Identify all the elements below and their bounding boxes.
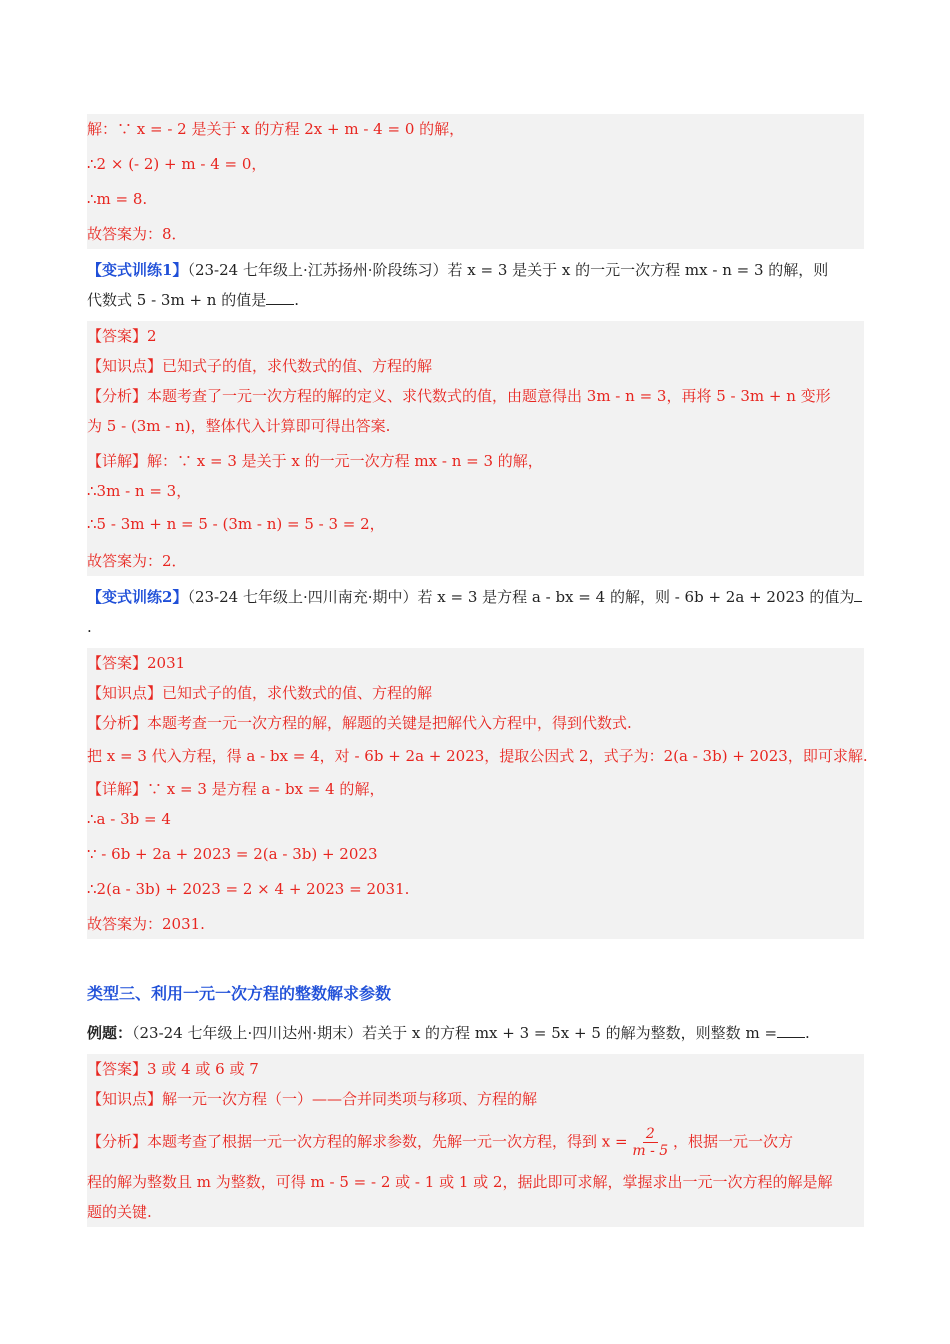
analysis-line: 【分析】本题考查了根据一元一次方程的解求参数，先解一元一次方程，得到 x = $\frac{2}{m - 5}$ ，根据一元一次方 (87, 1126, 793, 1159)
solution-step: ∴a - 3b = 4 (87, 810, 171, 828)
detail-line: 解：∵ x = - 2 是关于 x 的方程 2x + m - 4 = 0 的解， (87, 120, 465, 138)
answer-line: 【答案】3 或 4 或 6 或 7 (87, 1060, 259, 1078)
analysis-line: 为 5 - (3m - n)，整体代入计算即可得出答案. (87, 417, 391, 435)
analysis-line: 【分析】本题考查了一元一次方程的解的定义、求代数式的值，由题意得出 3m - n = 3，再将 5 - 3m + n 变形 (87, 387, 831, 405)
question-text: . (87, 618, 92, 636)
answer-blank (854, 587, 862, 602)
solution-block-3 (87, 648, 868, 939)
fraction-denominator: m - 5 (632, 1143, 669, 1159)
variant-tag: 【变式训练1】 (87, 261, 188, 279)
analysis-line: 把 x = 3 代入方程，得 a - bx = 4，对 - 6b + 2a + 2023，提取公因式 2，式子为：2(a - 3b) + 2023，即可求解. (87, 747, 868, 765)
final-answer: 故答案为：8． (87, 225, 187, 243)
final-answer: 故答案为：2． (87, 552, 187, 570)
answer-line: 【答案】2031 (87, 654, 186, 672)
final-answer: 故答案为：2031. (87, 915, 205, 933)
question-text: 代数式 5 - 3m + n 的值是 (87, 291, 267, 309)
answer-blank (777, 1023, 805, 1038)
answer-line: 【答案】2 (87, 327, 157, 345)
solution-block-4 (87, 1054, 864, 1227)
solution-block-2 (87, 321, 864, 576)
fraction-numerator: 2 (643, 1126, 658, 1143)
variant-tag: 【变式训练2】 (87, 588, 188, 606)
answer-blank (266, 290, 294, 305)
solution-step: ∴2 × (- 2) + m - 4 = 0， (87, 155, 267, 173)
knowledge-line: 【知识点】已知式子的值，求代数式的值、方程的解 (87, 357, 433, 375)
solution-step: ∴m = 8. (87, 190, 148, 208)
knowledge-line: 【知识点】已知式子的值，求代数式的值、方程的解 (87, 684, 433, 702)
example-question: 例题：（23-24 七年级上·四川达州·期末）若关于 x 的方程 mx + 3 = 5x + 5 的解为整数，则整数 m = . (87, 1024, 810, 1042)
solution-block-1 (87, 114, 864, 249)
variant-question-2 (87, 576, 864, 648)
detail-line: 【详解】∵ x = 3 是方程 a - bx = 4 的解， (87, 780, 385, 798)
solution-step: ∵ - 6b + 2a + 2023 = 2(a - 3b) + 2023 (87, 845, 378, 863)
solution-step: ∴2(a - 3b) + 2023 = 2 × 4 + 2023 = 2031. (87, 880, 410, 898)
analysis-line: 程的解为整数且 m 为整数，可得 m - 5 = - 2 或 - 1 或 1 或 2，据此即可求解，掌握求出一元一次方程的解是解 (87, 1173, 833, 1191)
example-tag: 例题： (87, 1024, 133, 1042)
document-page (87, 114, 868, 1227)
analysis-line: 【分析】本题考查一元一次方程的解，解题的关键是把解代入方程中，得到代数式. (87, 714, 632, 732)
knowledge-line: 【知识点】解一元一次方程（一）——合并同类项与移项、方程的解 (87, 1090, 538, 1108)
question-text: （23-24 七年级上·江苏扬州·阶段练习）若 x = 3 是关于 x 的一元一次方程 mx - n = 3 的解，则 (187, 261, 829, 279)
question-text: （23-24 七年级上·四川南充·期中）若 x = 3 是方程 a - bx = 4 的解，则 - 6b + 2a + 2023 的值为 (187, 588, 855, 606)
variant-question-1: 【变式训练1】（23-24 七年级上·江苏扬州·阶段练习）若 x = 3 是关于 x 的一元一次方程 mx - n = 3 的解，则 代数式 5 - 3m + n 的值是 . (87, 261, 829, 309)
solution-step: ∴5 - 3m + n = 5 - (3m - n) = 5 - 3 = 2， (87, 515, 385, 533)
detail-line: 【详解】解：∵ x = 3 是关于 x 的一元一次方程 mx - n = 3 的解， (87, 452, 543, 470)
analysis-line: 题的关键. (87, 1203, 152, 1221)
solution-step: ∴3m - n = 3， (87, 482, 192, 500)
section-title: 类型三、利用一元一次方程的整数解求参数 (87, 984, 392, 1003)
question-text: （23-24 七年级上·四川达州·期末）若关于 x 的方程 mx + 3 = 5x + 5 的解为整数，则整数 m = (132, 1024, 778, 1042)
fraction (632, 1126, 668, 1159)
